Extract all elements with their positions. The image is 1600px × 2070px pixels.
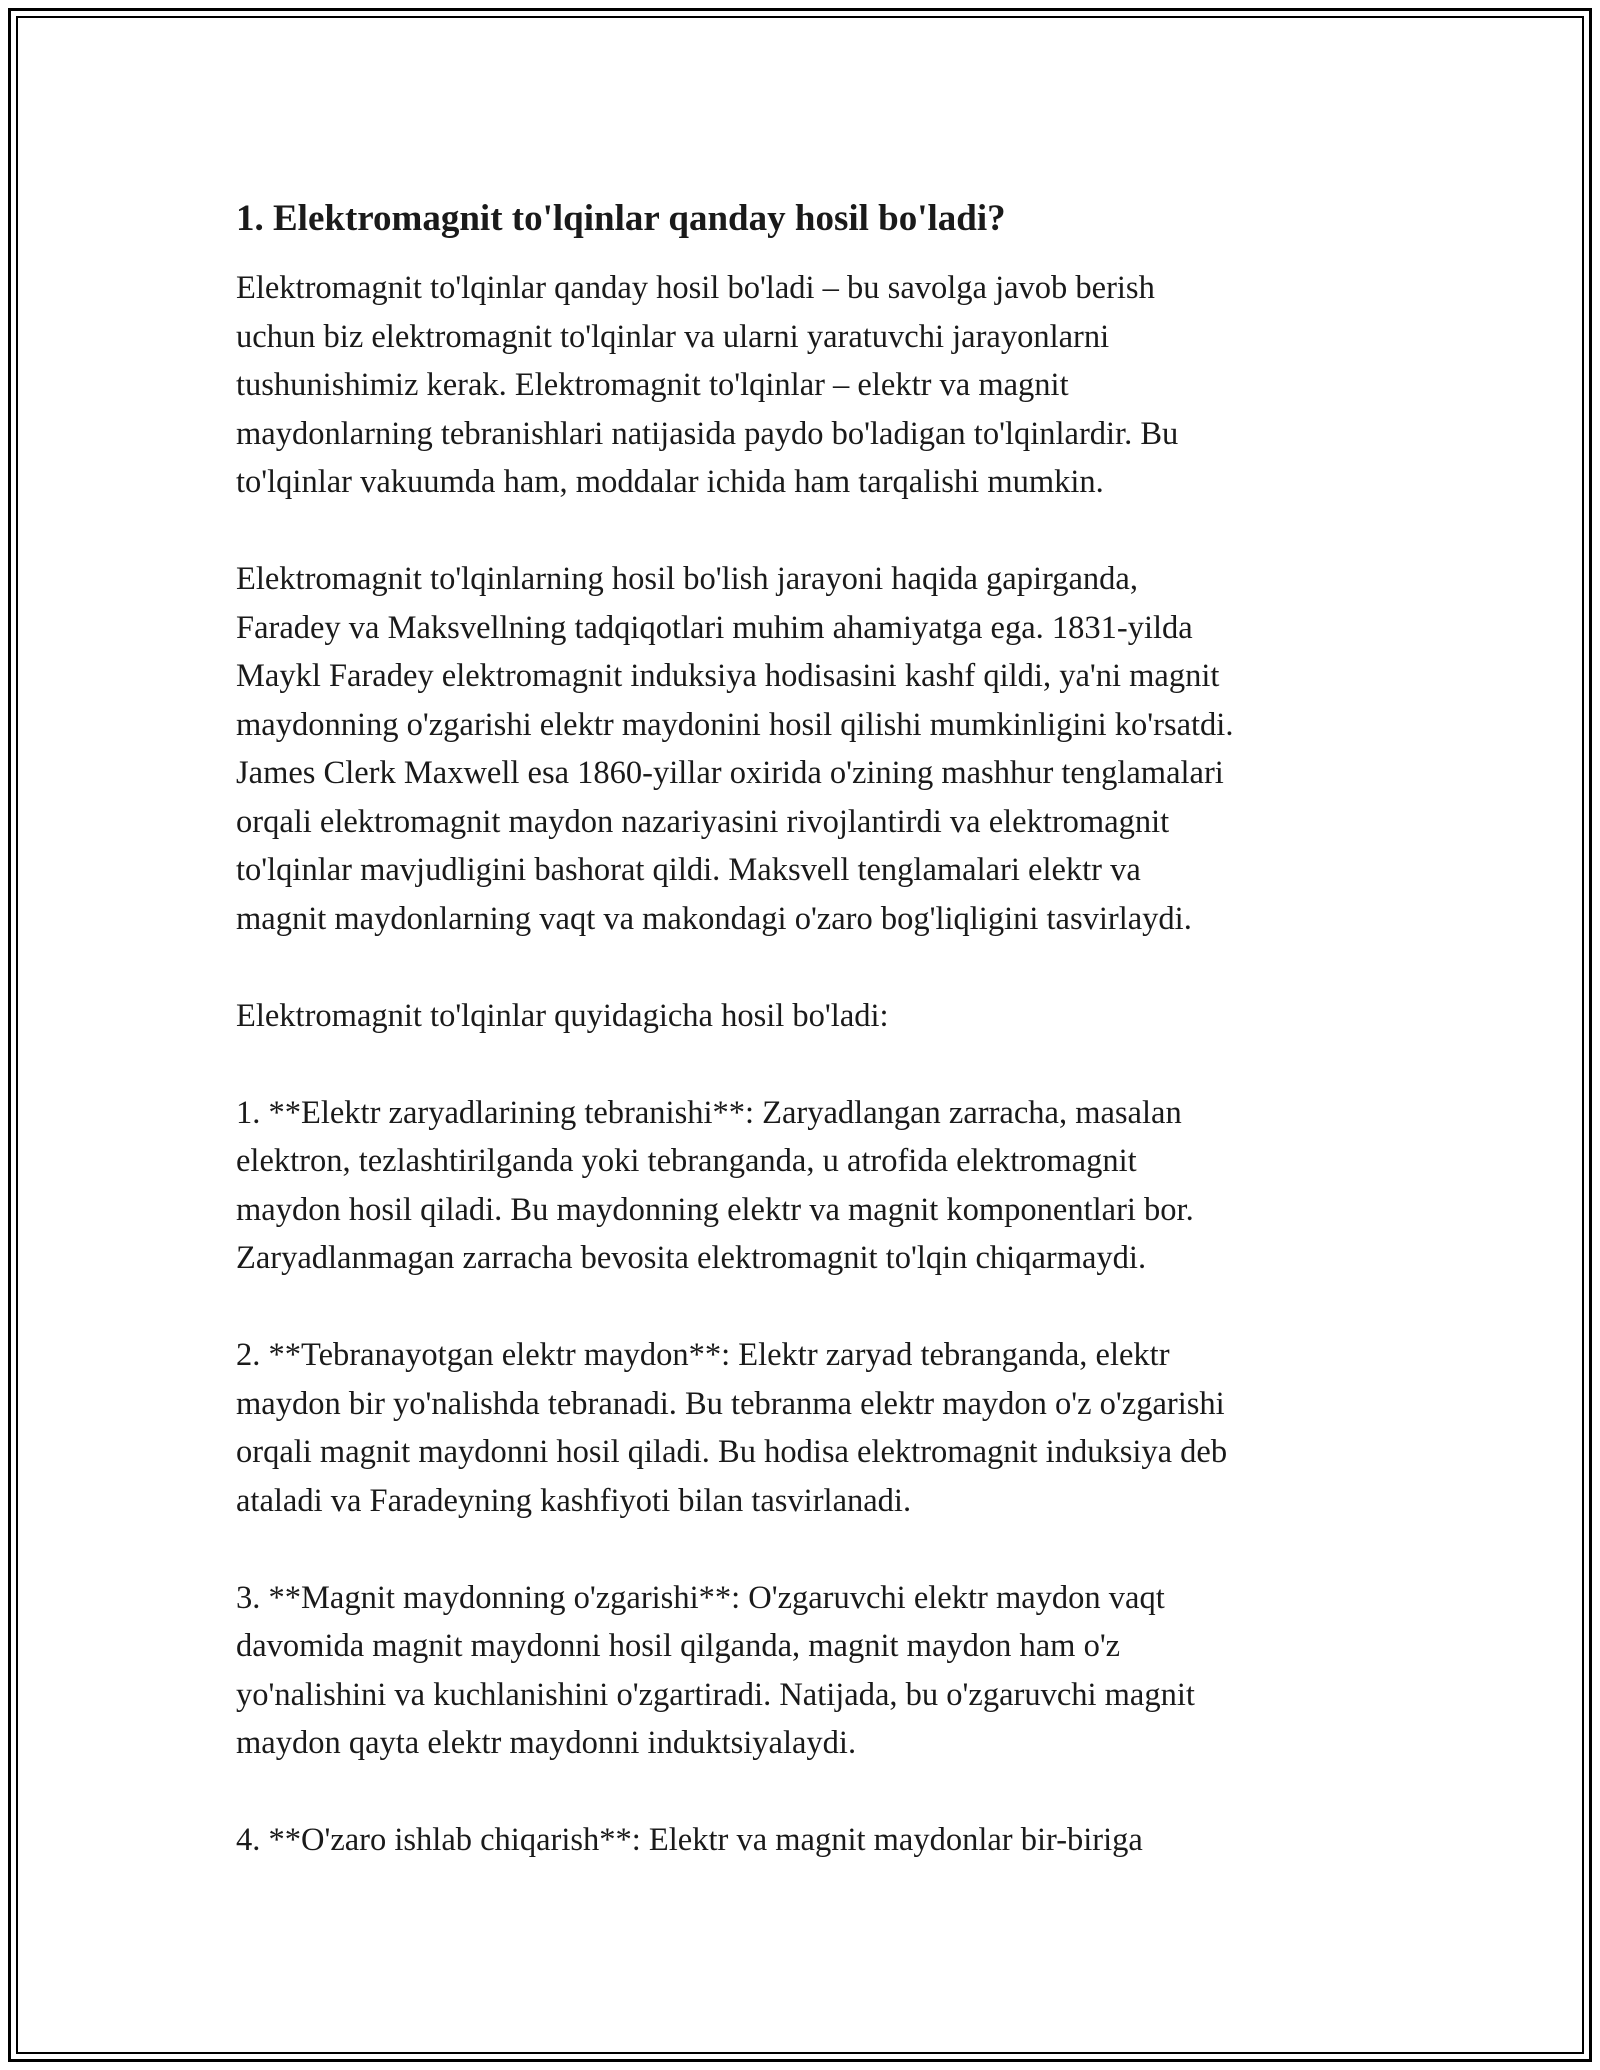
list-item-4 [236, 1816, 1356, 1865]
paragraph-history [236, 555, 1356, 943]
document-body [236, 180, 1356, 1913]
text-line: to'lqinlar mavjudligini bashorat qildi. Maksvell tenglamalari elektr va [236, 852, 1141, 888]
text-line: to'lqinlar vakuumda ham, moddalar ichida ham tarqalishi mumkin. [236, 464, 1104, 500]
text-line: 3. **Magnit maydonning o'zgarishi**: O'zgaruvchi elektr maydon vaqt [236, 1579, 1165, 1616]
text-line: Faradey va Maksvellning tadqiqotlari muhim ahamiyatga ega. 1831-yilda [236, 609, 1193, 646]
text-line: ataladi va Faradeyning kashfiyoti bilan tasvirlanadi. [236, 1482, 912, 1519]
list-item-3 [236, 1574, 1356, 1768]
text-line: maydon hosil qiladi. Bu maydonning elektr va magnit komponentlari bor. [236, 1191, 1194, 1228]
text-line: yo'nalishini va kuchlanishini o'zgartiradi. Natijada, bu o'zgaruvchi magnit [236, 1676, 1195, 1713]
text-line: 1. **Elektr zaryadlarining tebranishi**: Zaryadlangan zarracha, masalan [236, 1094, 1182, 1131]
text-line: davomida magnit maydonni hosil qilganda, magnit maydon ham o'z [236, 1628, 1121, 1664]
text-line: elektron, tezlashtirilganda yoki tebranganda, u atrofida elektromagnit [236, 1143, 1137, 1179]
text-line: 4. **O'zaro ishlab chiqarish**: Elektr va magnit maydonlar bir-biriga [236, 1822, 1143, 1858]
text-line: uchun biz elektromagnit to'lqinlar va ularni yaratuvchi jarayonlarni [236, 318, 1110, 355]
text-line: maydonlarning tebranishlari natijasida paydo bo'ladigan to'lqinlardir. Bu [236, 415, 1179, 452]
text-line: Elektromagnit to'lqinlar quyidagicha hosil bo'ladi: [236, 997, 889, 1034]
text-line: maydonning o'zgarishi elektr maydonini hosil qilishi mumkinligini ko'rsatdi. [236, 706, 1234, 743]
text-line: orqali magnit maydonni hosil qiladi. Bu hodisa elektromagnit induksiya deb [236, 1434, 1228, 1470]
list-item-2 [236, 1331, 1356, 1525]
text-line: Elektromagnit to'lqinlarning hosil bo'lish jarayoni haqida gapirganda, [236, 561, 1138, 597]
section-heading: 1. Elektromagnit to'lqinlar qanday hosil bo'ladi? [236, 198, 1006, 239]
list-item-1 [236, 1089, 1356, 1283]
text-line: orqali elektromagnit maydon nazariyasini rivojlantirdi va elektromagnit [236, 803, 1170, 840]
text-line: maydon bir yo'nalishda tebranadi. Bu tebranma elektr maydon o'z o'zgarishi [236, 1385, 1225, 1422]
text-line: Maykl Faradey elektromagnit induksiya hodisasini kashf qildi, ya'ni magnit [236, 658, 1220, 694]
text-line: maydon qayta elektr maydonni induktsiyalaydi. [236, 1725, 857, 1761]
text-line: Elektromagnit to'lqinlar qanday hosil bo'ladi – bu savolga javob berish [236, 270, 1155, 306]
text-line: tushunishimiz kerak. Elektromagnit to'lqinlar – elektr va magnit [236, 367, 1069, 403]
text-line: James Clerk Maxwell esa 1860-yillar oxirida o'zining mashhur tenglamalari [236, 755, 1224, 791]
text-line: Zaryadlanmagan zarracha bevosita elektromagnit to'lqin chiqarmaydi. [236, 1240, 1147, 1276]
paragraph-list-intro [236, 992, 1356, 1041]
text-line: 2. **Tebranayotgan elektr maydon**: Elektr zaryad tebranganda, elektr [236, 1337, 1170, 1373]
text-line: magnit maydonlarning vaqt va makondagi o'zaro bog'liqligini tasvirlaydi. [236, 900, 1192, 937]
paragraph-intro [236, 264, 1356, 507]
